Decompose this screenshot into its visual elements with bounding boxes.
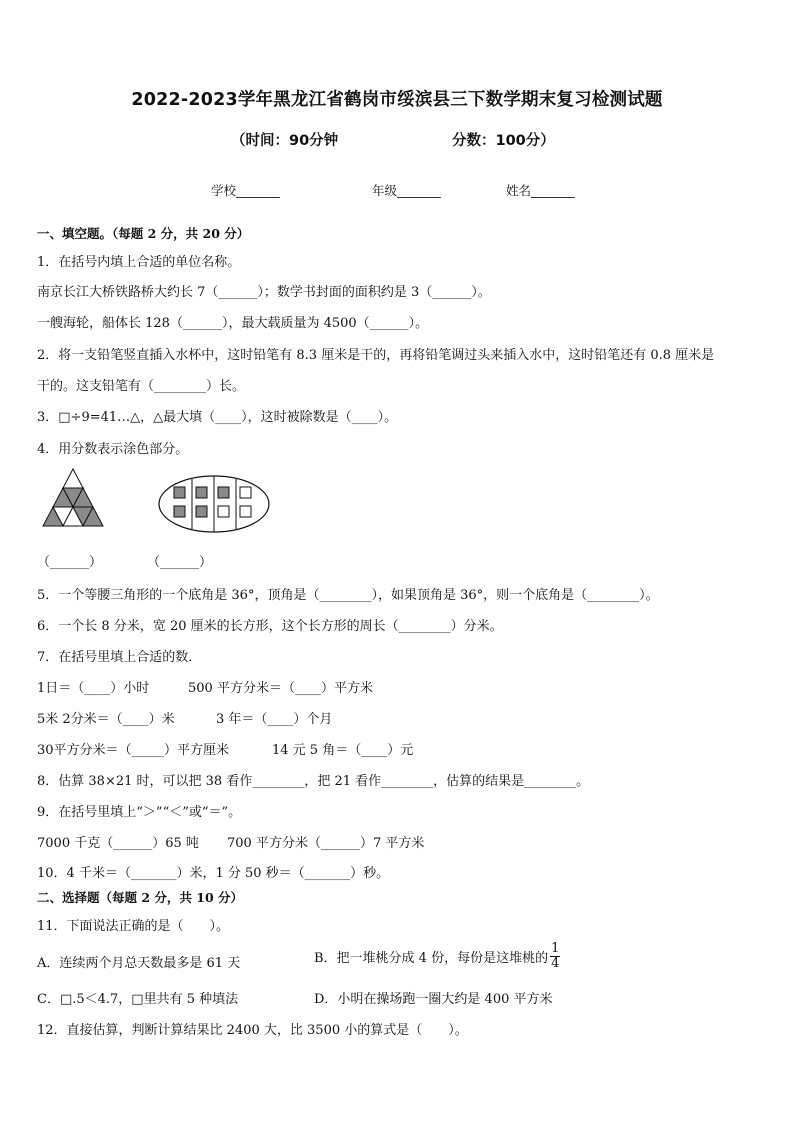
q7-stem: 7．在括号里填上合适的数． [37, 650, 202, 665]
shaded-squares-figure [156, 473, 272, 535]
exam-title: 2022-2023学年黑龙江省鹤岗市绥滨县三下数学期末复习检测试题 [131, 90, 663, 110]
q11-stem: 11．下面说法正确的是（ ）。 [37, 919, 230, 934]
q7-r2b: 3 年＝（____）个月 [216, 712, 333, 727]
q11-option-d: D．小明在操场跑一圈大约是 400 平方米 [314, 992, 553, 1007]
q10: 10．4 千米＝（_______）米，1 分 50 秒＝（_______）秒。 [37, 866, 390, 881]
school-field: 学校_______ [211, 183, 280, 198]
q2-line2: 干的。这支铅笔有（________）长。 [37, 379, 246, 394]
q8: 8．估算 38×21 时，可以把 38 看作________，把 21 看作________，估算的结果是________。 [37, 774, 590, 789]
q4-blank1: （______） [37, 555, 103, 570]
fraction-denominator: 4 [551, 956, 560, 971]
section2-heading: 二、选择题（每题 2 分，共 10 分） [37, 890, 244, 905]
q12: 12．直接估算，判断计算结果比 2400 大，比 3500 小的算式是（ ）。 [37, 1023, 468, 1038]
q1-line2: 一艘海轮，船体长 128（______），最大载质量为 4500（______）。 [37, 316, 429, 331]
shaded-triangle-figure [40, 467, 108, 535]
triangle-cells [43, 469, 103, 526]
exam-time: （时间：90分钟 [231, 133, 339, 149]
q11-option-c: C．□.5＜4.7，□里共有 5 种填法 [37, 992, 239, 1007]
q9-b: 700 平方分米（______）7 平方米 [227, 836, 425, 851]
name-field: 姓名_______ [506, 183, 575, 198]
q11-option-a: A．连续两个月总天数最多是 61 天 [37, 956, 241, 971]
grade-field: 年级_______ [372, 183, 441, 198]
q7-r3a: 30平方分米＝（_____）平方厘米 [37, 743, 230, 758]
section1-heading: 一、填空题。（每题 2 分，共 20 分） [37, 226, 250, 241]
q9-a: 7000 千克（______）65 吨 [37, 836, 199, 851]
q2-line1: 2．将一支铅笔竖直插入水杯中，这时铅笔有 8.3 厘米是干的，再将铅笔调过头来插入水中，这时铅笔还有 0.8 厘米是 [37, 348, 715, 363]
fraction-numerator: 1 [551, 941, 560, 956]
q7-r1b: 500 平方分米＝（____）平方米 [188, 681, 373, 696]
q11-option-b-text: B．把一堆桃分成 4 份，每份是这堆桃的 [314, 951, 549, 966]
fraction [550, 942, 560, 971]
q4-blank2: （______） [147, 555, 213, 570]
q11-option-b [314, 942, 560, 971]
q6: 6．一个长 8 分米，宽 20 厘米的长方形，这个长方形的周长（________）分米。 [37, 619, 503, 634]
q5: 5．一个等腰三角形的一个底角是 36°，顶角是（________），如果顶角是 36°，则一个底角是（________）。 [37, 588, 659, 603]
q7-r2a: 5米 2分米＝（____）米 [37, 712, 175, 727]
q7-r1a: 1日＝（____）小时 [37, 681, 150, 696]
q9-stem: 9．在括号里填上“＞”“＜”或“＝”。 [37, 805, 242, 820]
q3: 3．□÷9=41…△，△最大填（____），这时被除数是（____）。 [37, 410, 398, 425]
exam-score: 分数：100分） [452, 133, 555, 149]
q7-r3b: 14 元 5 角＝（____）元 [272, 743, 414, 758]
q1-stem: 1．在括号内填上合适的单位名称。 [37, 255, 241, 270]
q4-stem: 4．用分数表示涂色部分。 [37, 442, 189, 457]
q1-line1: 南京长江大桥铁路桥大约长 7（______）；数学书封面的面积约是 3（______）。 [37, 285, 491, 300]
